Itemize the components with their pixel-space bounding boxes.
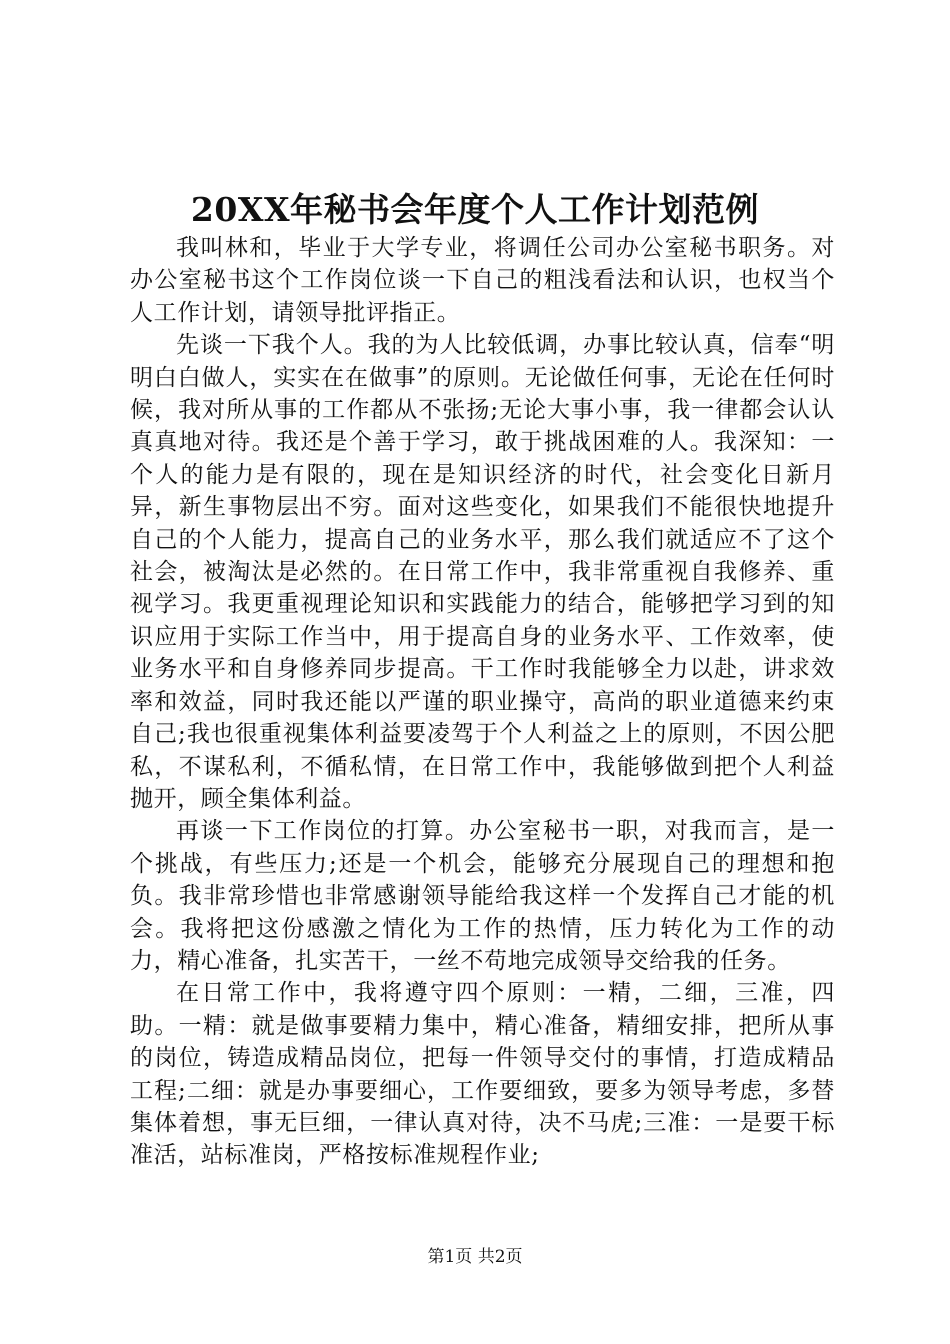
page-footer: 第1页 共2页	[427, 1247, 523, 1267]
paragraph-job-plan: 再谈一下工作岗位的打算。办公室秘书一职，对我而言，是一个挑战，有些压力;还是一个机会，能够充分展现自己的理想和抱负。我非常珍惜也非常感谢领导能给我这样一个发挥自己才能的机会。我将把这份感激之情化为工作的热情，压力转化为工作的动力，精心准备，扎实苦干，一丝不苟地完成领导交给我的任务。	[130, 818, 835, 974]
paragraph-principles: 在日常工作中，我将遵守四个原则：一精，二细，三准，四助。一精：就是做事要精力集中，精心准备，精细安排，把所从事的岗位，铸造成精品岗位，把每一件领导交付的事情，打造成精品工程;二细：就是办事要细心，工作要细致，要多为领导考虑，多替集体着想，事无巨细，一律认真对待，决不马虎;三准：一是要干标准活，站标准岗，严格按标准规程作业;	[130, 980, 835, 1169]
document-title: 20XX年秘书会年度个人工作计划范例	[190, 190, 760, 229]
document-body	[130, 232, 835, 1172]
paragraph-intro: 我叫林和，毕业于大学专业，将调任公司办公室秘书职务。对办公室秘书这个工作岗位谈一下自己的粗浅看法和认识，也权当个人工作计划，请领导批评指正。	[130, 235, 835, 326]
paragraph-personal: 先谈一下我个人。我的为人比较低调，办事比较认真，信奉“明明白白做人，实实在在做事”的原则。无论做任何事，无论在任何时候，我对所从事的工作都从不张扬;无论大事小事，我一律都会认认真真地对待。我还是个善于学习，敢于挑战困难的人。我深知：一个人的能力是有限的，现在是知识经济的时代，社会变化日新月异，新生事物层出不穷。面对这些变化，如果我们不能很快地提升自己的个人能力，提高自己的业务水平，那么我们就适应不了这个社会，被淘汰是必然的。在日常工作中，我非常重视自我修养、重视学习。我更重视理论知识和实践能力的结合，能够把学习到的知识应用于实际工作当中，用于提高自身的业务水平、工作效率，使业务水平和自身修养同步提高。干工作时我能够全力以赴，讲求效率和效益，同时我还能以严谨的职业操守，高尚的职业道德来约束自己;我也很重视集体利益要凌驾于个人利益之上的原则，不因公肥私，不谋私利，不循私情，在日常工作中，我能够做到把个人利益抛开，顾全集体利益。	[130, 332, 835, 812]
